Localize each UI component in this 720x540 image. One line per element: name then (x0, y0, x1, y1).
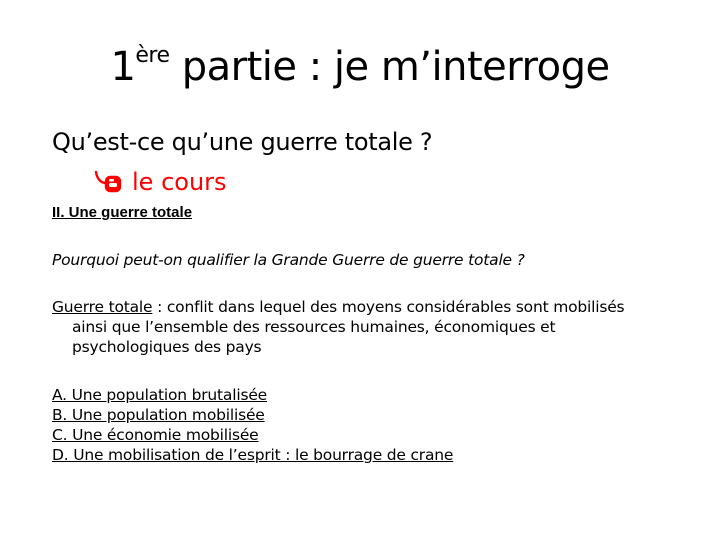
title-text: partie : je m’interroge (169, 44, 610, 90)
slide-title (0, 42, 720, 92)
plan-item-c: C. Une économie mobilisée (52, 426, 259, 444)
plan-item-a: A. Une population brutalisée (52, 386, 267, 404)
cours-link (94, 166, 227, 198)
cours-label: le cours (132, 168, 227, 196)
pointing-hand-icon (94, 168, 124, 196)
plan-item-b: B. Une population mobilisée (52, 406, 265, 424)
definition-term: Guerre totale (52, 298, 153, 316)
plan-item-d: D. Une mobilisation de l’esprit : le bourrage de crane (52, 446, 454, 464)
definition-text: : conflit dans lequel des moyens considérables sont mobilisés (152, 298, 625, 316)
definition (52, 297, 692, 357)
title-superscript: ère (135, 43, 170, 68)
plan-list (52, 385, 453, 465)
definition-line-2: ainsi que l’ensemble des ressources humaines, économiques et (72, 318, 556, 336)
definition-line-1 (52, 297, 692, 317)
section-heading: II. Une guerre totale (52, 204, 193, 221)
title-number: 1 (110, 44, 136, 90)
problematic: Pourquoi peut-on qualifier la Grande Guerre de guerre totale ? (52, 251, 525, 269)
question: Qu’est-ce qu’une guerre totale ? (52, 128, 433, 156)
definition-line-3: psychologiques des pays (72, 338, 262, 356)
